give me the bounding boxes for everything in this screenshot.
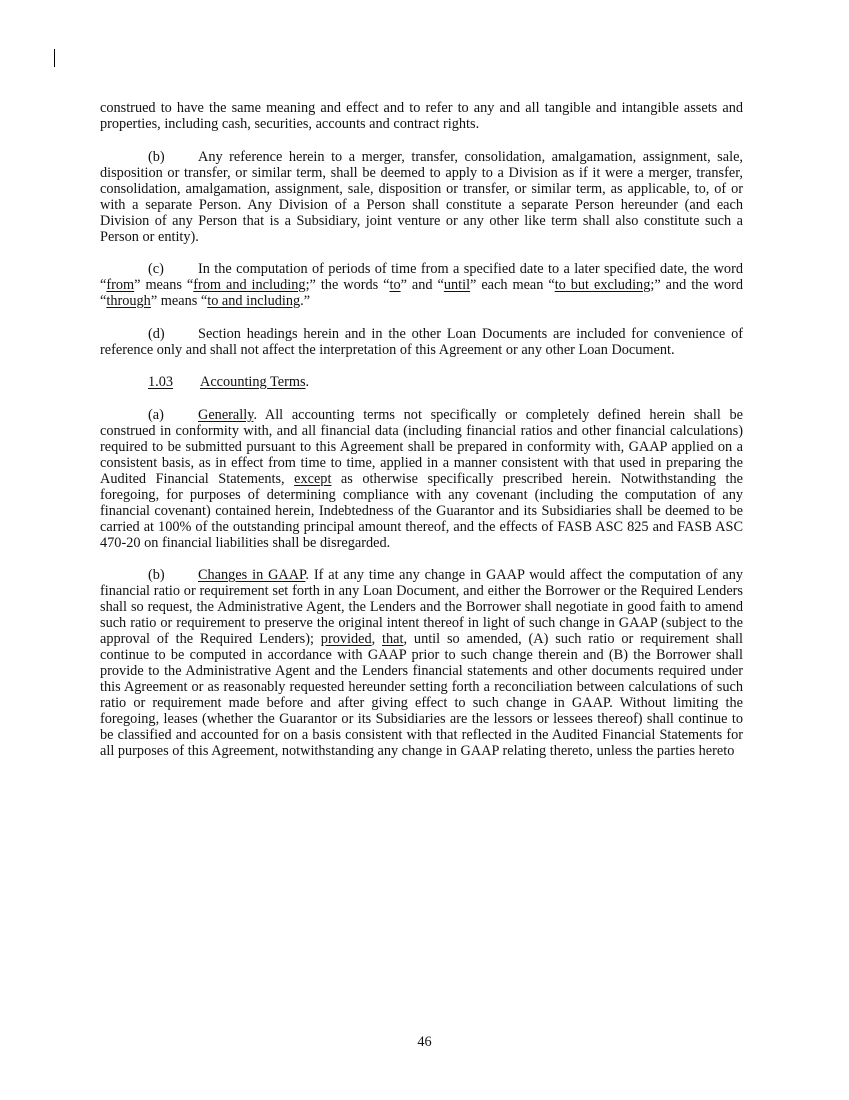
text-run: .”	[300, 293, 311, 309]
paragraph-title: Changes in GAAP	[198, 567, 306, 583]
paragraph-label: (b)	[148, 148, 165, 165]
paragraph-label: (b)	[148, 567, 165, 583]
underlined-term: until	[443, 277, 471, 293]
underlined-term: from and including	[193, 277, 306, 293]
paragraph-a-generally	[100, 407, 743, 551]
underlined-term: to but excluding	[554, 277, 651, 293]
paragraph-label: (c)	[148, 261, 164, 277]
underlined-term: through	[106, 293, 151, 309]
underlined-term: provided	[320, 631, 372, 647]
text-run: ,	[371, 631, 383, 647]
text-run: ;” the words “	[305, 277, 390, 293]
text-run: ” means “	[134, 277, 194, 293]
page-number: 46	[417, 1034, 432, 1050]
paragraph-c-time-computation	[100, 261, 743, 309]
body-text	[100, 100, 743, 776]
underlined-term: except	[294, 470, 332, 487]
text-run: ” each mean “	[470, 277, 555, 293]
underlined-term: that	[382, 631, 404, 647]
section-number: 1.03	[148, 374, 174, 390]
paragraph-text: Any reference herein to a merger, transfer, consolidation, amalgamation, assignment, sale, disposition or transfer, or similar term, shall be deemed to apply to a Division as if it were a merger, transfer, consolidation, amalgamation, assignment, sale, disposition or transfer, or similar term, as applicable, to, of or with a separate Person. Any Division of a Person shall constitute a separate Person hereunder (and each Division of any Person that is a Subsidiary, joint venture or any other like term shall also constitute such a Person or entity).	[100, 148, 743, 245]
paragraph-d-headings	[100, 326, 743, 358]
revision-bar	[54, 49, 55, 67]
section-title-period: .	[305, 374, 310, 390]
paragraph-title: Generally	[198, 406, 254, 423]
text-run: In the computation of periods of time from a specified date to a later specified date, the word “	[100, 261, 743, 293]
text-run: . If at any time any change in GAAP would affect the computation of any financial ratio or requirement set forth in any Loan Document, and either the Borrower or the Required Lenders shall so request, the Administrative Agent, the Lenders and the Borrower shall negotiate in good faith to amend such ratio or requirement to preserve the original intent thereof in light of such change in GAAP (subject to the approval of the Required Lenders);	[100, 567, 743, 647]
paragraph-label: (d)	[148, 325, 165, 342]
text-run: ” means “	[150, 293, 208, 309]
section-title: Accounting Terms	[200, 374, 306, 390]
text-run: ” and “	[400, 277, 444, 293]
text-run: as otherwise specifically prescribed herein. Notwithstanding the foregoing, for purposes of determining compliance with any covenant (including the computation of any financial covenant) contained herein, Indebtedness of the Guarantor and its Subsidiaries shall be deemed to be carried at 100% of the outstanding principal amount thereof, and the effects of FASB ASC 825 and FASB ASC 470-20 on financial liabilities shall be disregarded.	[100, 470, 743, 551]
paragraph-label: (a)	[148, 406, 164, 423]
text-run: . All accounting terms not specifically or completely defined herein shall be construed in conformity with, and all financial data (including financial ratios and other financial calculations) required to be submitted pursuant to this Agreement shall be prepared in conformity with, GAAP applied on a consistent basis, as in effect from time to time, applied in a manner consistent with that used in preparing the Audited Financial Statements,	[100, 406, 743, 487]
paragraph-b-changes-in-gaap	[100, 567, 743, 759]
continuation-paragraph: construed to have the same meaning and effect and to refer to any and all tangible and intangible assets and properties, including cash, securities, accounts and contract rights.	[100, 100, 743, 132]
underlined-term: to and including	[207, 293, 301, 309]
paragraph-text: Section headings herein and in the other Loan Documents are included for convenience of reference only and shall not affect the interpretation of this Agreement or any other Loan Document.	[100, 325, 743, 358]
text-run: , until so amended, (A) such ratio or requirement shall continue to be computed in accordance with GAAP prior to such change therein and (B) the Borrower shall provide to the Administrative Agent and the Lenders financial statements and other documents required under this Agreement or as reasonably requested hereunder setting forth a reconciliation between calculations of such ratio or requirement made before and after giving effect to such change in GAAP. Without limiting the foregoing, leases (whether the Guarantor or its Subsidiaries are the lessors or lessees thereof) shall continue to be classified and accounted for on a basis consistent with that reflected in the Audited Financial Statements for all purposes of this Agreement, notwithstanding any change in GAAP relating thereto, unless the parties hereto	[100, 631, 743, 759]
paragraph-b-division	[100, 149, 743, 245]
section-heading	[148, 374, 743, 390]
underlined-term: from	[106, 277, 135, 293]
text-run: ;” and the word “	[100, 277, 743, 309]
underlined-term: to	[389, 277, 401, 293]
